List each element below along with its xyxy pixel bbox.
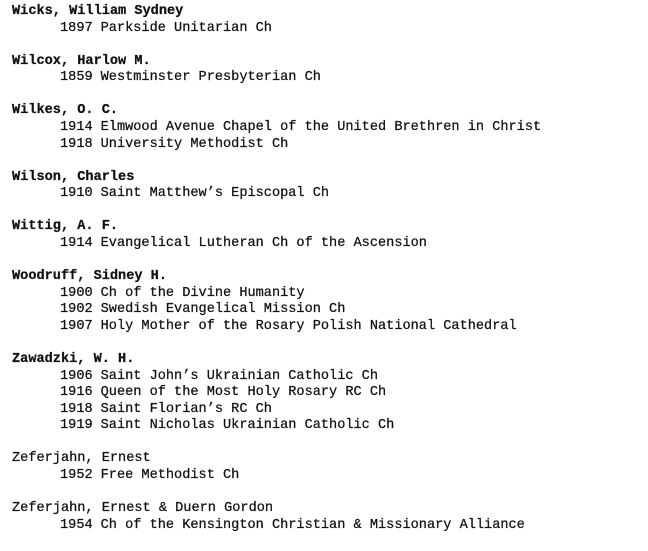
person-name: Zeferjahn, Ernest & Duern Gordon [12, 501, 274, 517]
record-year: 1907 [60, 318, 93, 334]
record-year: 1897 [60, 20, 93, 36]
church-record [12, 468, 644, 485]
person-name: Wilcox, Harlow M. [12, 53, 151, 69]
church-name: Saint John’s Ukrainian Catholic Ch [100, 368, 378, 384]
church-record [12, 137, 644, 154]
church-record [12, 385, 644, 402]
church-name: Saint Nicholas Ukrainian Catholic Ch [100, 418, 395, 434]
record-year: 1952 [60, 467, 93, 483]
church-name: Ch of the Divine Humanity [100, 285, 305, 301]
church-name: Saint Florian’s RC Ch [100, 401, 272, 417]
document-page [12, 4, 644, 551]
church-record [12, 236, 644, 253]
person-name: Wilkes, O. C. [12, 103, 119, 119]
church-record [12, 120, 644, 137]
church-name: Free Methodist Ch [100, 467, 240, 483]
person-name: Zawadzki, W. H. [12, 351, 135, 367]
directory-entry [12, 170, 644, 203]
church-name: Parkside Unitarian Ch [100, 20, 272, 36]
record-year: 1916 [60, 385, 93, 401]
church-name: Holy Mother of the Rosary Polish National Cathedral [100, 318, 517, 334]
church-record [12, 319, 644, 336]
church-record [12, 302, 644, 319]
directory-entry [12, 451, 644, 484]
church-record [12, 286, 644, 303]
record-year: 1900 [60, 285, 93, 301]
directory-entry [12, 269, 644, 335]
church-name: Ch of the Kensington Christian & Missionary Alliance [100, 517, 525, 533]
church-name: University Methodist Ch [100, 136, 289, 152]
record-year: 1918 [60, 136, 93, 152]
church-name: Evangelical Lutheran Ch of the Ascension [100, 235, 427, 251]
church-record [12, 402, 644, 419]
church-record [12, 70, 644, 87]
record-year: 1914 [60, 119, 93, 135]
record-year: 1919 [60, 418, 93, 434]
person-name: Wilson, Charles [12, 169, 135, 185]
person-name: Wicks, William Sydney [12, 4, 184, 19]
directory-entry [12, 54, 644, 87]
directory-entry [12, 4, 644, 37]
directory-entry [12, 103, 644, 153]
record-year: 1906 [60, 368, 93, 384]
record-year: 1910 [60, 186, 93, 202]
church-record [12, 418, 644, 435]
record-year: 1902 [60, 302, 93, 318]
record-year: 1859 [60, 70, 93, 86]
person-name: Wittig, A. F. [12, 219, 119, 235]
church-name: Westminster Presbyterian Ch [100, 70, 321, 86]
church-record [12, 518, 644, 535]
church-name: Elmwood Avenue Chapel of the United Brethren in Christ [100, 119, 542, 135]
church-name: Saint Matthew’s Episcopal Ch [100, 186, 330, 202]
record-year: 1954 [60, 517, 93, 533]
church-name: Queen of the Most Holy Rosary RC Ch [100, 385, 387, 401]
church-record [12, 369, 644, 386]
record-year: 1914 [60, 235, 93, 251]
directory-entry [12, 219, 644, 252]
church-name: Swedish Evangelical Mission Ch [100, 302, 346, 318]
record-year: 1918 [60, 401, 93, 417]
person-name: Zeferjahn, Ernest [12, 451, 151, 467]
church-record [12, 21, 644, 38]
directory-entry [12, 501, 644, 534]
directory-entry [12, 352, 644, 435]
person-name: Woodruff, Sidney H. [12, 269, 167, 285]
church-record [12, 186, 644, 203]
